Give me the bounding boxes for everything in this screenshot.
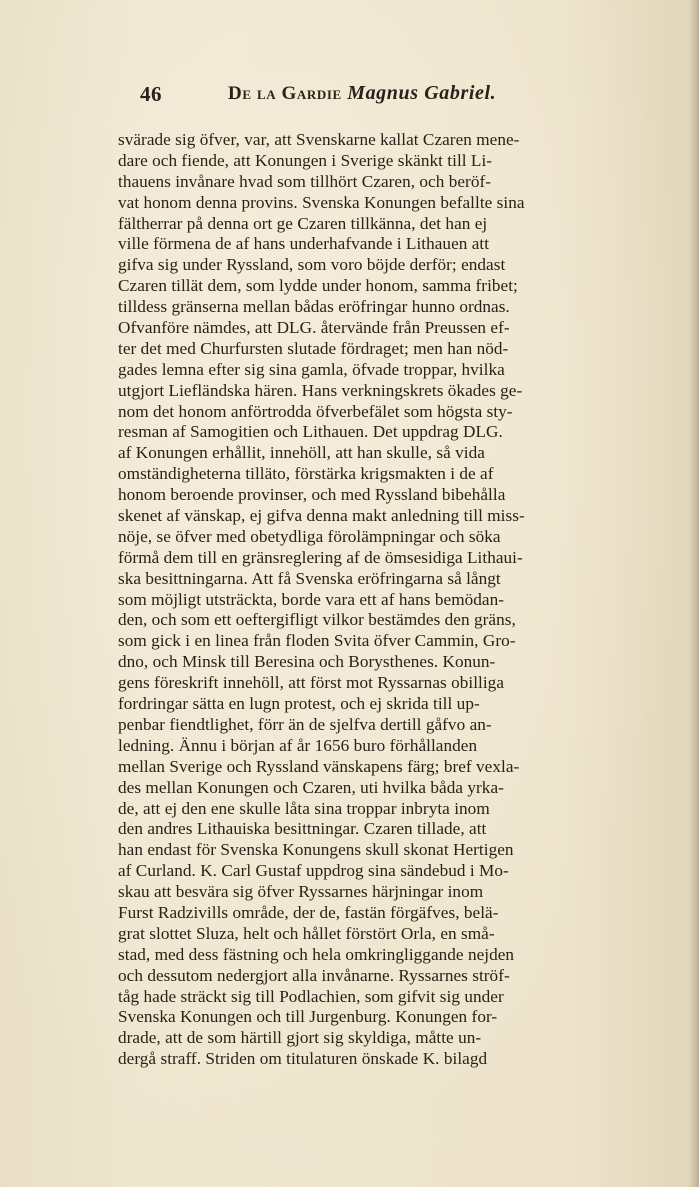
text-line: förmå dem till en gränsreglering af de ömsesidiga Lithaui-: [118, 547, 523, 567]
text-line: ska besittningarna. Att få Svenska eröfringarna så långt: [118, 568, 501, 588]
text-line: fältherrar på denna ort ge Czaren tillkänna, det han ej: [118, 213, 488, 233]
text-line: penbar fiendtlighet, förr än de sjelfva dertill gåfvo an-: [118, 714, 492, 734]
text-line: dergå straff. Striden om titulaturen önskade K. bilagd: [118, 1049, 488, 1069]
text-line: nöje, se öfver med obetydliga förolämpningar och söka: [118, 526, 501, 546]
text-line: drade, att de som härtill gjort sig skyldiga, måtte un-: [118, 1028, 482, 1048]
text-line: fordringar sätta en lugn protest, och ej skrida till up-: [118, 694, 480, 714]
text-line: af Konungen erhållit, innehöll, att han skulle, så vida: [118, 443, 485, 463]
text-line: som möjligt utsträckta, borde vara ett af hans bemödan-: [118, 589, 505, 609]
text-line: tilldess gränserna mellan bådas eröfringar hunno ordnas.: [118, 297, 510, 317]
text-line: Ofvanföre nämdes, att DLG. återvände från Preussen ef-: [118, 318, 510, 338]
text-line: skenet af vänskap, ej gifva denna makt anledning till miss-: [118, 506, 525, 526]
text-line: ter det med Churfursten slutade fördraget; men han nöd-: [118, 338, 509, 358]
text-line: thauens invånare hvad som tillhört Czaren, och beröf-: [118, 171, 492, 191]
text-line: Furst Radzivills område, der de, fastän förgäfves, belä-: [118, 902, 499, 922]
text-line: resman af Samogitien och Lithauen. Det uppdrag DLG.: [118, 422, 503, 442]
page-header: [140, 82, 620, 114]
running-head-given-names: Magnus Gabriel.: [347, 82, 497, 104]
text-line: honom beroende provinser, och med Ryssland bibehålla: [118, 485, 506, 505]
page-number: 46: [140, 82, 162, 106]
text-line: gifva sig under Ryssland, som voro böjde derför; endast: [118, 255, 506, 275]
text-line: de, att ej den ene skulle låta sina troppar inbryta inom: [118, 798, 490, 818]
text-line: des mellan Konungen och Czaren, uti hvilka båda yrka-: [118, 777, 504, 797]
text-line: den, och som ett oeftergifligt vilkor bestämdes den gräns,: [118, 610, 516, 630]
text-line: vat honom denna provins. Svenska Konungen befallte sina: [118, 192, 525, 212]
text-line: af Curland. K. Carl Gustaf uppdrog sina sändebud i Mo-: [118, 861, 509, 881]
text-line: mellan Sverige och Ryssland vänskapens färg; bref vexla-: [118, 756, 520, 776]
text-line: gades lemna efter sig sina gamla, öfvade troppar, hvilka: [118, 359, 505, 379]
page-edge-shadow: [689, 0, 699, 1187]
text-line: utgjort Liefländska hären. Hans verkningskrets ökades ge-: [118, 380, 523, 400]
text-line: tåg hade sträckt sig till Podlachien, som gifvit sig under: [118, 986, 504, 1006]
running-head-surname: De la Gardie: [228, 83, 342, 104]
text-line: ville förmena de af hans underhafvande i Lithauen att: [118, 234, 490, 254]
text-line: gens föreskrift innehöll, att först mot Ryssarnas obilliga: [118, 673, 505, 693]
text-line: han endast för Svenska Konungens skull skonat Hertigen: [118, 840, 514, 860]
text-line: och dessutom nedergjort alla invånarne. Ryssarnes ströf-: [118, 965, 510, 985]
text-line: den andres Lithauiska besittningar. Czaren tillade, att: [118, 819, 487, 839]
text-line: ledning. Ännu i början af år 1656 buro förhållanden: [118, 735, 478, 755]
text-line: stad, med dess fästning och hela omkringliggande nejden: [118, 944, 515, 964]
text-line: skau att besvära sig öfver Ryssarnes härjningar inom: [118, 882, 484, 902]
text-line: grat slottet Sluza, helt och hållet förstört Orla, en små-: [118, 923, 495, 943]
body-text: [118, 130, 658, 1070]
text-line: svärade sig öfver, var, att Svenskarne kallat Czaren mene-: [118, 130, 520, 149]
text-line: som gick i en linea från floden Svita öfver Cammin, Gro-: [118, 631, 516, 651]
text-line: Svenska Konungen och till Jurgenburg. Konungen for-: [118, 1007, 498, 1027]
running-head: [228, 82, 496, 105]
text-line: dno, och Minsk till Beresina och Borysthenes. Konun-: [118, 652, 496, 672]
text-line: Czaren tillät dem, som lydde under honom, samma fribet;: [118, 276, 518, 296]
text-line: dare och fiende, att Konungen i Sverige skänkt till Li-: [118, 150, 493, 170]
text-line: nom det honom anförtrodda öfverbefälet som högsta sty-: [118, 401, 513, 421]
text-line: omständigheterna tilläto, förstärka krigsmakten i de af: [118, 464, 494, 484]
